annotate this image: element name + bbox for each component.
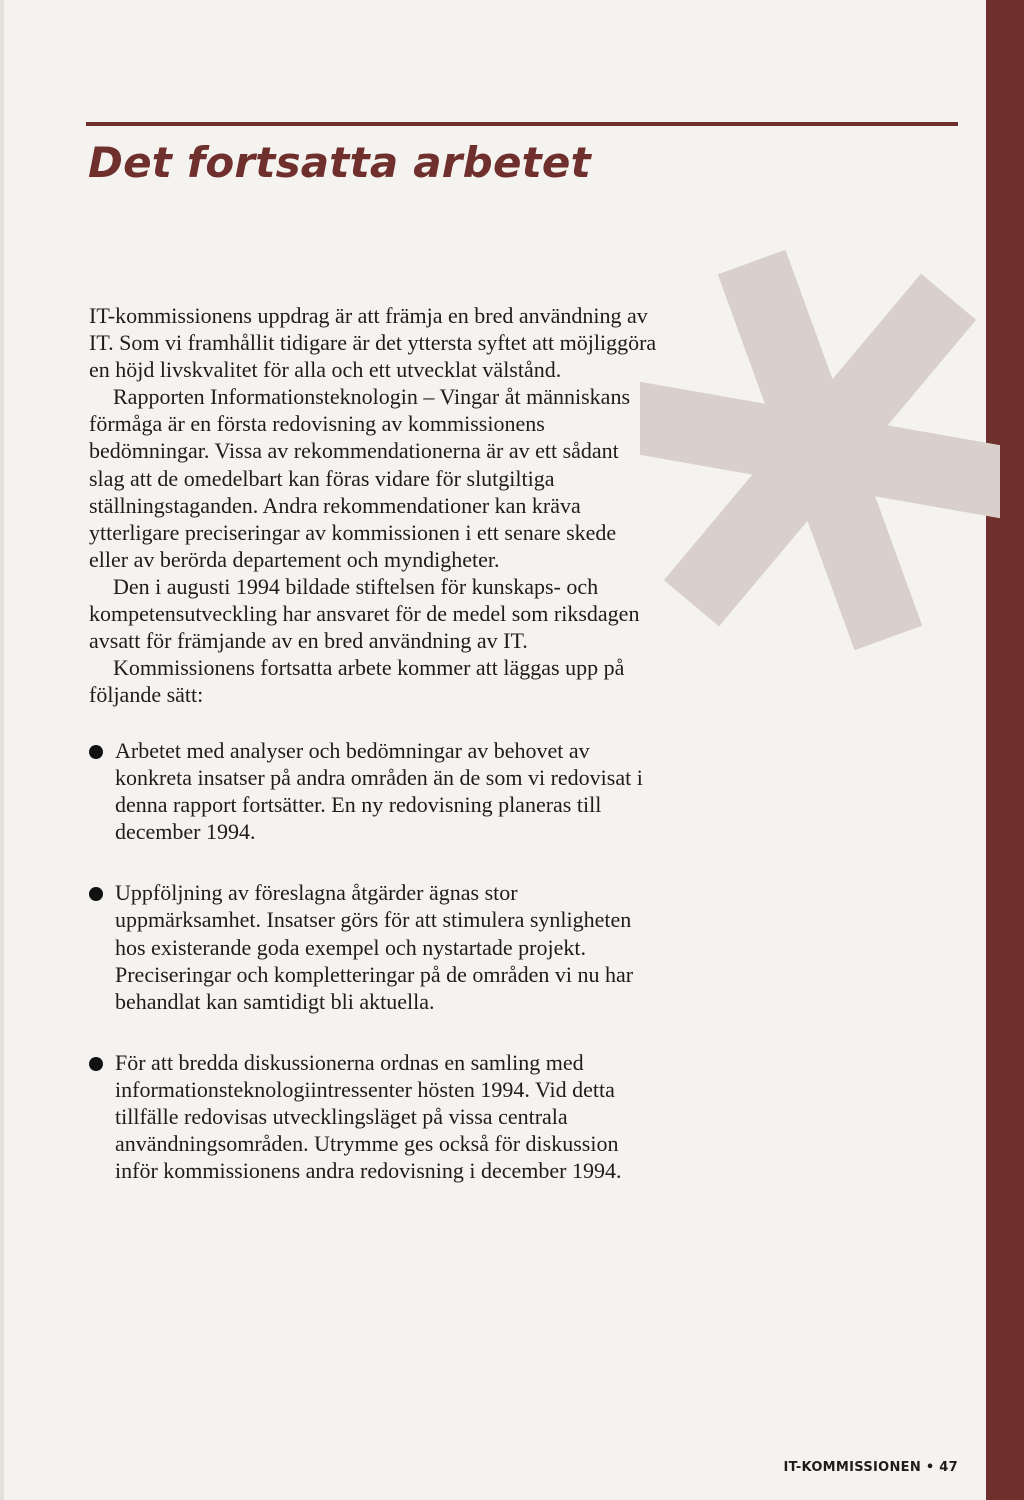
paragraph: Kommissionens fortsatta arbete kommer att läggas upp på följande sätt: [89,655,625,708]
page-left-edge [0,0,4,1500]
bullet-list [89,737,659,1218]
bullet-dot-icon [89,1057,103,1071]
paragraph: Rapporten Informationsteknologin – Vingar åt människans förmåga är en första redovisning av kommissionens bedömningar. Vissa av rekommendationerna är av ett sådant slag att de omedelbart kan föras vidare för slutgiltiga ställningstaganden. Andra rekommendationer kan kräva ytterligare preciseringar av kommissionen i ett senare skede eller av berörda departement och myndigheter. [89,384,631,572]
page-spine-band [986,0,1024,1500]
page-title: Det fortsatta arbetet [88,138,591,187]
list-item [89,879,659,1014]
list-item [89,737,659,845]
bullet-dot-icon [89,887,103,901]
list-item-text: Arbetet med analyser och bedömningar av behovet av konkreta insatser på andra områden än de som vi redovisat i denna rapport fortsätter. En ny redovisning planeras till december 1994. [115,738,643,845]
paragraph: Den i augusti 1994 bildade stiftelsen för kunskaps- och kompetensutveckling har ansvaret för de medel som riksdagen avsatt för främjande av en bred användning av IT. [89,573,640,654]
bullet-dot-icon [89,745,103,759]
paragraph: IT-kommissionens uppdrag är att främja en bred användning av IT. Som vi framhållit tidigare är det yttersta syftet att möjliggöra en höjd livskvalitet för alla och ett utvecklat välstånd. [89,303,657,383]
page-footer: IT-KOMMISSIONEN • 47 [783,1460,958,1475]
list-item [89,1049,659,1184]
asterisk-icon [640,240,1000,660]
list-item-text: Uppföljning av föreslagna åtgärder ägnas stor uppmärksamhet. Insatser görs för att stimulera synligheten hos existerande goda exempel och nystartade projekt. Preciseringar och kompletteringar på de områden vi nu har behandlat kan samtidigt bli aktuella. [115,880,634,1014]
list-item-text: För att bredda diskussionerna ordnas en samling med informationsteknologiintressenter hösten 1994. Vid detta tillfälle redovisas utvecklingsläget på vissa centrala användningsområden. Utrymme ges också för diskussion inför kommissionens andra redovisning i december 1994. [115,1049,622,1184]
title-rule [86,122,958,126]
body-text [89,302,659,708]
